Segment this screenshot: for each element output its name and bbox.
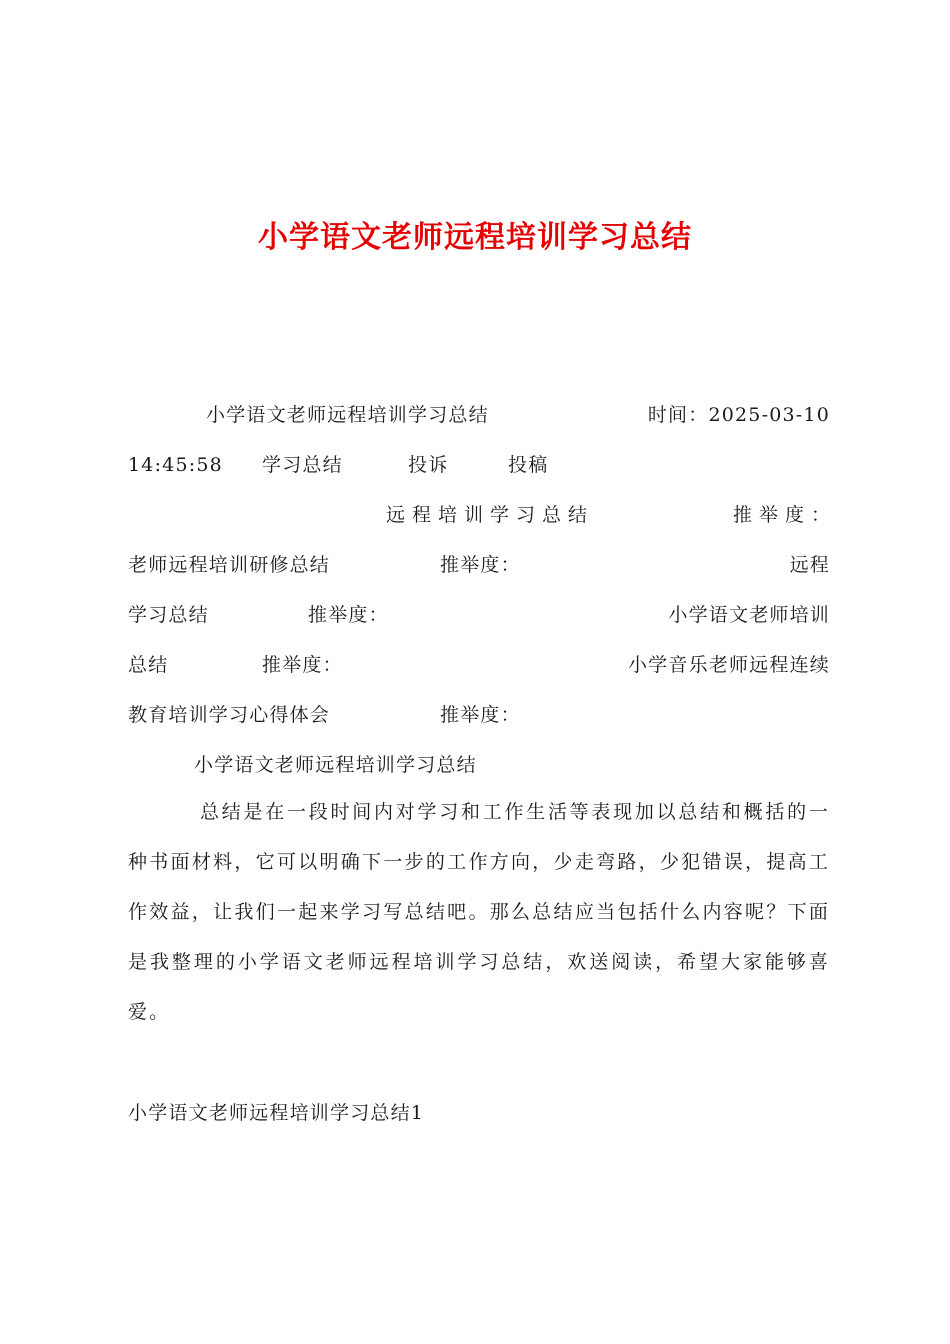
meta-time-cont: 14:45:58 xyxy=(128,454,223,476)
recommend-label-3: 推举度： xyxy=(308,604,389,626)
recommend-line-2 xyxy=(128,550,830,580)
recommend-link-4a[interactable]: 小学语文老师培训 xyxy=(668,604,830,626)
recommend-line-1 xyxy=(128,500,837,530)
recommend-link-3a[interactable]: 远程 xyxy=(789,554,830,576)
intro-paragraph: 总结是在一段时间内对学习和工作生活等表现加以总结和概括的一种书面材料，它可以明确下一步的工作方向，少走弯路，少犯错误，提高工作效益，让我们一起来学习写总结吧。那么总结应当包括什么内容呢？下面是我整理的小学语文老师远程培训学习总结，欢送阅读，希望大家能够喜爱。 xyxy=(128,801,830,1023)
document-subtitle: 小学语文老师远程培训学习总结 xyxy=(194,754,477,776)
subtitle-line xyxy=(128,750,830,780)
section-heading-line xyxy=(128,1098,830,1128)
recommend-link-1[interactable]: 远程培训学习总结 xyxy=(386,504,595,526)
recommend-link-2[interactable]: 老师远程培训研修总结 xyxy=(128,554,331,576)
recommend-link-4b[interactable]: 总结 xyxy=(128,654,169,676)
recommend-link-3b[interactable]: 学习总结 xyxy=(128,604,209,626)
contribute-link[interactable]: 投稿 xyxy=(508,454,549,476)
recommend-link-5b[interactable]: 教育培训学习心得体会 xyxy=(128,704,331,726)
meta-line-1 xyxy=(128,400,830,430)
recommend-line-3 xyxy=(128,600,830,630)
meta-line-2 xyxy=(128,450,830,480)
recommend-label-2: 推举度： xyxy=(440,554,521,576)
recommend-line-4 xyxy=(128,650,830,680)
recommend-line-5 xyxy=(128,700,830,730)
recommend-link-5a[interactable]: 小学音乐老师远程连续 xyxy=(627,654,830,676)
document-title: 小学语文老师远程培训学习总结 xyxy=(258,220,692,255)
meta-category-link[interactable]: 学习总结 xyxy=(262,454,343,476)
recommend-label-4: 推举度： xyxy=(262,654,343,676)
meta-time: 时间：2025-03-10 xyxy=(647,404,830,426)
recommend-label-1: 推举度： xyxy=(732,504,837,526)
section-heading-1: 小学语文老师远程培训学习总结1 xyxy=(128,1102,425,1124)
recommend-label-5: 推举度： xyxy=(440,704,521,726)
meta-doc-title[interactable]: 小学语文老师远程培训学习总结 xyxy=(206,404,489,426)
complain-link[interactable]: 投诉 xyxy=(408,454,449,476)
